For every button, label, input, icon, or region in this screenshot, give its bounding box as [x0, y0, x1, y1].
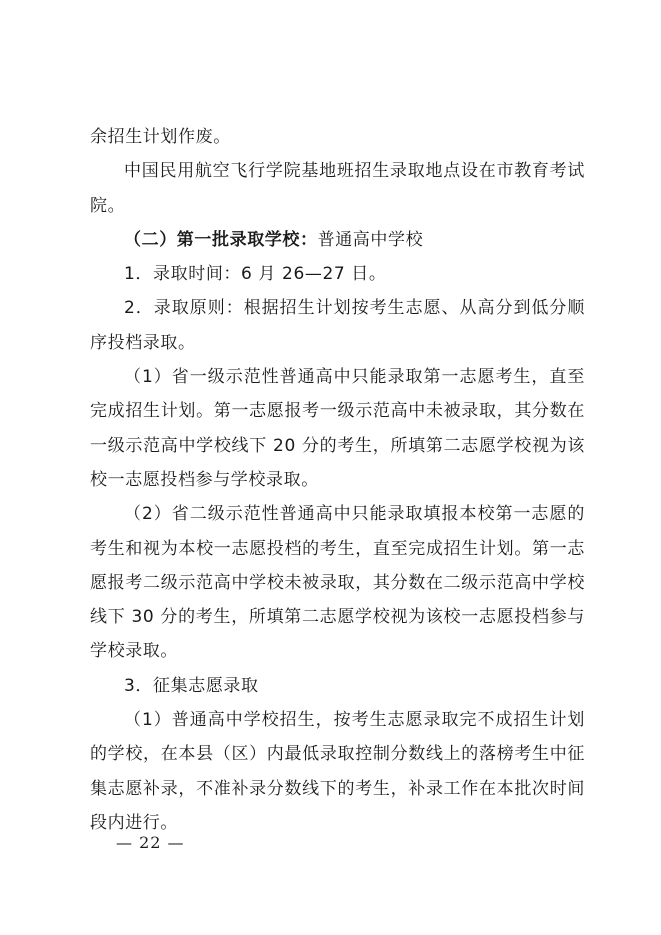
paragraph-exam-location: 中国民用航空飞行学院基地班招生录取地点设在市教育考试院。 [90, 161, 585, 216]
paragraph-admission-time: 1．录取时间：6 月 26—27 日。 [124, 264, 387, 285]
section-heading-first-batch [90, 223, 585, 257]
paragraph-rule-1: （1）省一级示范性普通高中只能录取第一志愿考生，直至完成招生计划。第一志愿报考一级示范高中未被录取，其分数在一级示范高中学校线下 20 分的考生，所填第二志愿学校视为该校一志愿投档参与学校录取。 [90, 367, 585, 490]
paragraph-admission-principle: 2．录取原则：根据招生计划按考生志愿、从高分到低分顺序投档录取。 [90, 298, 585, 353]
paragraph-solicit-rule-1: （1）普通高中学校招生，按考生志愿录取完不成招生计划的学校，在本县（区）内最低录取控制分数线上的落榜考生中征集志愿补录，不准补录分数线下的考生，补录工作在本批次时间段内进行。 [90, 710, 585, 833]
section-heading-label: （二）第一批录取学校： [124, 229, 318, 250]
paragraph-solicit-heading: 3．征集志愿录取 [124, 675, 259, 696]
paragraph-continuation: 余招生计划作废。 [90, 127, 231, 147]
page-number: — 22 — [116, 833, 185, 852]
document-body [90, 120, 585, 840]
section-heading-value: 普通高中学校 [317, 229, 424, 250]
paragraph-rule-2: （2）省二级示范性普通高中只能录取填报本校第一志愿的考生和视为本校一志愿投档的考生，直至完成招生计划。第一志愿报考二级示范高中学校未被录取，其分数在二级示范高中学校线下 30 分的考生，所填第二志愿学校视为该校一志愿投档参与学校录取。 [90, 504, 585, 662]
